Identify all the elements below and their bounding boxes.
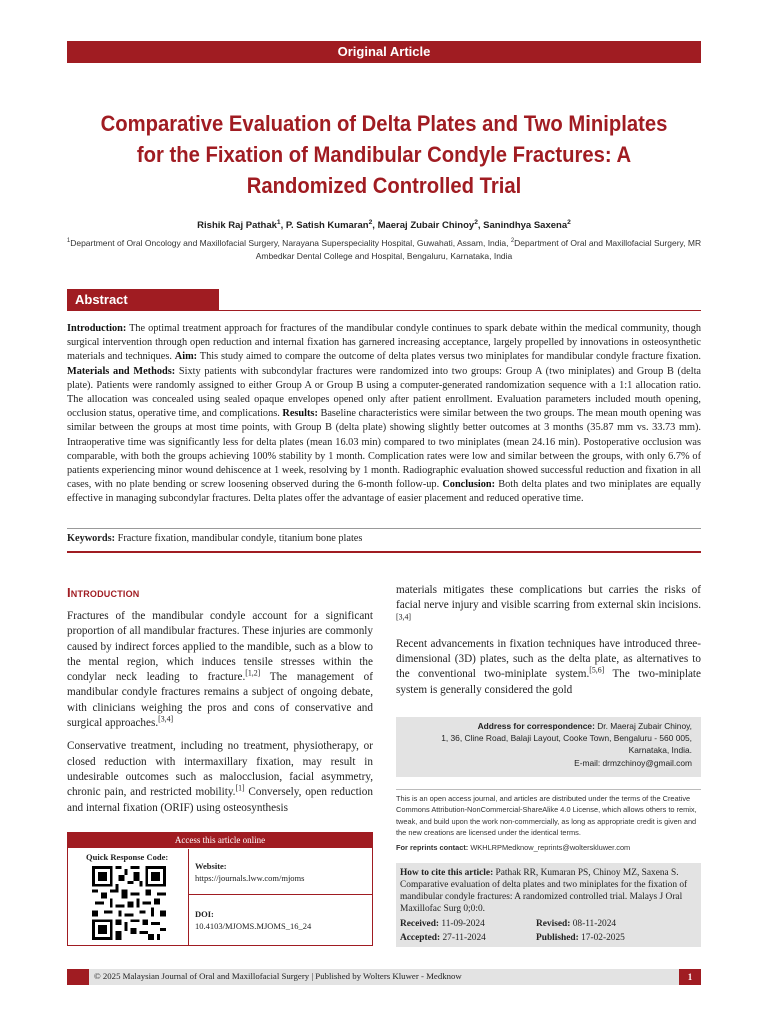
body-column-right: [396, 583, 701, 706]
correspondence-box: [396, 717, 701, 777]
author-sup: 2: [567, 218, 571, 226]
abstract-text: The optimal treatment approach for fractures of the mandibular condyle continues to spark debate within the medical community, though surgical intervention through open reduction and internal fixation has garnered increasing acceptance, largely propelled by innovations in osteosynthetic materials and techniques.: [67, 323, 701, 363]
qr-code-icon[interactable]: [92, 866, 166, 940]
author-sup: 2: [474, 218, 478, 226]
author-name: Rishik Raj Pathak: [197, 220, 277, 231]
author-sep: ,: [280, 220, 286, 231]
keywords-text: Fracture fixation, mandibular condyle, titanium bone plates: [115, 533, 363, 544]
footer-text: © 2025 Malaysian Journal of Oral and Maxillofacial Surgery | Published by Wolters Kluwer - Medknow: [94, 971, 462, 981]
author-sup: 1: [276, 218, 281, 226]
paragraph: [396, 637, 701, 698]
section-heading-introduction: Introduction: [67, 585, 140, 600]
abstract-text: This study aimed to compare the outcome of delta plates versus two miniplates for mandibular condyle fracture fixation.: [197, 351, 702, 363]
access-divider: [188, 849, 189, 945]
paragraph-text: The two-miniplate system is generally considered the gold: [396, 668, 701, 696]
cite-text: Pathak RR, Kumaran PS, Chinoy MZ, Saxena S. Comparative evaluation of delta plates and two miniplates for the fixation of mandibular condyle fractures: A randomized controlled trial. Malays J Oral Maxillofac Surg 0;0:0.: [400, 868, 688, 914]
doi-link[interactable]: 10.4103/MJOMS.MJOMS_16_24: [195, 921, 312, 931]
access-online-box: [67, 832, 373, 946]
date-label: Revised:: [536, 919, 571, 929]
author-sep: ,: [372, 220, 378, 231]
keywords: [67, 533, 701, 544]
access-divider: [188, 894, 372, 895]
author-name: P. Satish Kumaran: [285, 220, 369, 231]
affil-sup: 1: [66, 238, 71, 245]
abstract-rule: [219, 310, 701, 311]
reprints-contact: [396, 843, 701, 852]
received-date: [400, 918, 485, 931]
citation-ref[interactable]: [3,4]: [396, 611, 411, 621]
abstract-text: Baseline characteristics were similar between the two groups. The mean mouth opening was similar between the groups at most time points, with Group B (delta plate) showing slightly better outcomes at 3 months (35.87 mm vs. 33.73 mm). Intraoperative time was significantly less for delta plates (mean 16.03 min) compared to two miniplates (mean 24.16 min). Postoperative occlusion was comparable, with both the groups achieving 100% stability by 1 month. Complication rates were low and similar between the groups, with only 6.7% of patients experiencing minor wound dehiscence at 1 week, resolving by 1 month. Radiographic evaluation showed successful reduction and fixation in all cases, with no plate bending or screw loosening observed during the 6-month follow-up.: [67, 408, 702, 491]
correspondence-label: Address for correspondence:: [477, 721, 595, 731]
date-value: 11-09-2024: [439, 919, 485, 929]
abstract-body: [67, 322, 701, 507]
correspondence-line: Karnataka, India.: [628, 745, 692, 756]
keywords-label: Keywords:: [67, 533, 116, 544]
abstract-label: Introduction:: [67, 323, 127, 334]
paragraph: [396, 583, 701, 629]
access-heading: Access this article online: [68, 833, 372, 848]
paragraph-text: Fractures of the mandibular condyle account for a significant proportion of all mandibular fractures. These injuries are commonly caused by indirect forces applied to the mandible, such as a blow to the mental region, which induces tensile stresses within the condylar neck leading to fracture.: [67, 610, 373, 684]
article-type-banner: Original Article: [67, 41, 701, 63]
date-value: 17-02-2025: [578, 933, 625, 943]
website-link[interactable]: https://journals.lww.com/mjoms: [195, 873, 305, 883]
author-name: Maeraj Zubair Chinoy: [377, 220, 475, 231]
open-access-notice: This is an open access journal, and articles are distributed under the terms of the Creative Commons Attribution-NonCommercial-ShareAlike 4.0 License, which allows others to remix, tweak, and build upon the work non-commercially, as long as appropriate credit is given and the new creations are licensed under the identical terms.: [396, 789, 701, 839]
abstract-label: Conclusion:: [442, 479, 496, 491]
paragraph-text: The management of mandibular condyle fractures remains a subject of ongoing debate, with clinicians weighing the pros and cons of conservative and surgical approaches.: [67, 671, 373, 730]
abstract-label: Results:: [282, 408, 318, 420]
date-value: 08-11-2024: [570, 919, 617, 929]
paragraph-text: Recent advancements in fixation techniques have introduced three-dimensional (3D) plates, such as the delta plate, as alternatives to the conventional two-miniplate system.: [396, 637, 701, 681]
citation-ref[interactable]: [1]: [235, 783, 245, 793]
date-label: Received:: [400, 919, 440, 929]
correspondence-line: 1, 36, Cline Road, Balaji Layout, Cooke Town, Bengaluru - 560 005,: [441, 733, 692, 744]
body-column-left: [67, 609, 373, 824]
abstract-heading: Abstract: [67, 289, 219, 311]
paragraph-text: Conservative treatment, including no treatment, physiotherapy, or closed reduction with intermaxillary fixation, may result in undesirable outcomes such as malocclusion, facial asymmetry, chronic pain, and restricted mobility.: [67, 740, 373, 799]
abstract-text: Both delta plates and two miniplates are equally effective in managing subcondylar fractures. Delta plates offer the advantage of easier placement and reduced operative time.: [67, 479, 701, 505]
article-title: Comparative Evaluation of Delta Plates and Two Miniplates for the Fixation of Mandibular Condyle Fractures: A Randomized Controlled Trial: [100, 111, 668, 198]
footer-accent: [67, 969, 89, 985]
date-label: Published:: [536, 933, 579, 943]
page-footer: [67, 969, 701, 985]
page-number: 1: [679, 969, 701, 985]
citation-ref[interactable]: [5,6]: [589, 665, 605, 675]
affil-text: Department of Oral Oncology and Maxillofacial Surgery, Narayana Superspeciality Hospital, Guwahati, Assam, India,: [70, 238, 511, 248]
reprints-label: For reprints contact:: [396, 843, 469, 852]
accepted-date: [400, 932, 486, 945]
qr-label: Quick Response Code:: [86, 852, 169, 862]
author-sep: ,: [477, 220, 484, 231]
paragraph-text: materials mitigates these complications but carries the risks of facial nerve injury and visible scarring from external skin incisions.: [396, 584, 701, 612]
paragraph-text: Conversely, open reduction and internal fixation (ORIF) using osteosynthesis: [67, 786, 373, 814]
author-list: [60, 220, 708, 231]
reprints-email[interactable]: WKHLRPMedknow_reprints@wolterskluwer.com: [468, 843, 631, 852]
date-label: Accepted:: [400, 933, 441, 943]
revised-date: [536, 918, 616, 931]
abstract-text: Sixty patients with subcondylar fractures were randomized into two groups: Group A (two miniplates) and Group B (delta plate). Patients were randomly assigned to either Group A or Group B using a computer-generated randomization sequence with a 1:1 allocation ratio. The allocation was concealed using sealed opaque envelopes opened only after patient enrollment. Evaluation parameters included mouth opening, occlusion status, operative time, and complications.: [67, 365, 701, 420]
affil-text: Department of Oral and Maxillofacial Surgery, MR Ambedkar Dental College and Hospital, Bengaluru, Karnataka, India: [255, 238, 702, 261]
keywords-rule: [67, 551, 701, 553]
paragraph: [67, 739, 373, 815]
correspondence-name: Dr. Maeraj Zubair Chinoy,: [594, 721, 692, 731]
cite-label: How to cite this article:: [400, 868, 494, 878]
citation-ref[interactable]: [1,2]: [245, 668, 261, 678]
author-name: Sanindhya Saxena: [483, 220, 568, 231]
affiliations: [60, 237, 708, 262]
website-label: Website:: [195, 861, 227, 871]
published-date: [536, 932, 625, 945]
abstract-label: Materials and Methods:: [67, 365, 176, 377]
doi-label: DOI:: [195, 909, 214, 919]
affil-sup: 2: [510, 238, 515, 245]
abstract-divider: [67, 528, 701, 529]
author-sup: 2: [368, 218, 373, 226]
citation-ref[interactable]: [3,4]: [158, 714, 174, 724]
correspondence-email[interactable]: E-mail: drmzchinoy@gmail.com: [574, 757, 692, 768]
paragraph: [67, 609, 373, 731]
abstract-label: Aim:: [174, 351, 198, 363]
date-value: 27-11-2024: [440, 933, 486, 943]
